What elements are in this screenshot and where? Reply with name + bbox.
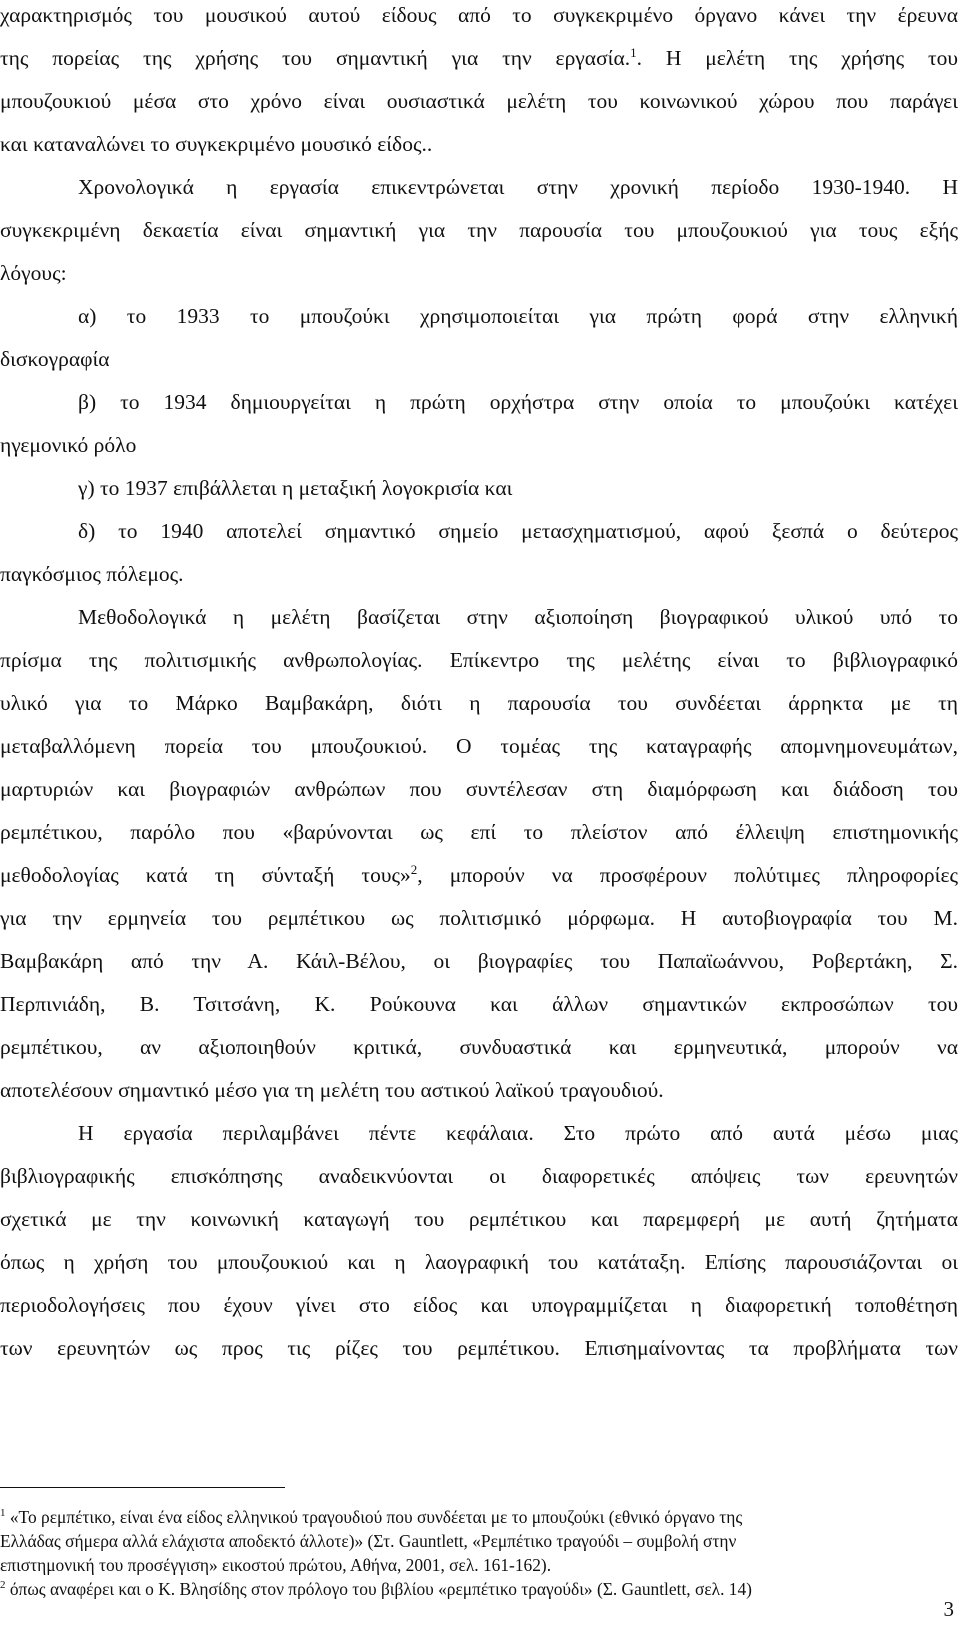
text-line: [0, 862, 958, 888]
footnote-text: όπως αναφέρει και ο Κ. Βλησίδης στον πρόλογο του βιβλίου «ρεμπέτικο τραγούδι» (Σ. Gauntlett, σελ. 14): [5, 1579, 752, 1599]
footnote-ref[interactable]: 1: [630, 44, 637, 60]
text-line: ρεμπέτικου, παρόλο που «βαρύνονται ως επί το πλείστον από έλλειψη επιστημονικής: [0, 820, 958, 844]
text-line: για την ερμηνεία του ρεμπέτικου ως πολιτισμικό μόρφωμα. Η αυτοβιογραφία του Μ.: [0, 906, 958, 930]
text-line: Περπινιάδη, Β. Τσιτσάνη, Κ. Ρούκουνα και άλλων σημαντικών εκπροσώπων του: [0, 992, 958, 1016]
footnote-1-line: επιστημονική του προσέγγιση» εικοστού πρώτου, Αθήνα, 2001, σελ. 161-162).: [0, 1555, 552, 1575]
text-line: λόγους:: [0, 261, 67, 285]
footnote-text: «Το ρεμπέτικο, είναι ένα είδος ελληνικού τραγουδιού που συνδέεται με το μπουζούκι (εθνικό όργανο της: [5, 1507, 743, 1527]
text-line: ρεμπέτικου, αν αξιοποιηθούν κριτικά, συνδυαστικά και ερμηνευτικά, μπορούν να: [0, 1035, 958, 1059]
footnote-number: 1: [0, 1507, 6, 1520]
text-line: μαρτυριών και βιογραφιών ανθρώπων που συντέλεσαν στη διαμόρφωση και διάδοση του: [0, 777, 958, 801]
text-line: μπουζουκιού μέσα στο χρόνο είναι ουσιαστικά μελέτη του κοινωνικού χώρου που παράγει: [0, 89, 958, 113]
text-span: της πορείας της χρήσης του σημαντική για την εργασία.: [0, 46, 631, 70]
footnote-number: 2: [0, 1579, 6, 1592]
page-number: 3: [943, 1597, 954, 1621]
text-line: μεταβαλλόμενη πορεία του μπουζουκιού. Ο τομέας της καταγραφής απομνημονευμάτων,: [0, 734, 958, 758]
text-line: Χρονολογικά η εργασία επικεντρώνεται στην χρονική περίοδο 1930-1940. Η: [78, 175, 958, 199]
text-line: Η εργασία περιλαμβάνει πέντε κεφάλαια. Στο πρώτο από αυτά μέσω μιας: [78, 1121, 958, 1145]
footnote-ref[interactable]: 2: [410, 861, 418, 877]
footnote-2: [0, 1578, 958, 1600]
text-line: υλικό για το Μάρκο Βαμβακάρη, διότι η παρουσία του συνδέεται άρρηκτα με τη: [0, 691, 958, 715]
text-line: Μεθοδολογικά η μελέτη βασίζεται στην αξιοποίηση βιογραφικού υλικού υπό το: [78, 605, 958, 629]
footnote-separator: [0, 1487, 285, 1488]
list-item: α) το 1933 το μπουζούκι χρησιμοποιείται για πρώτη φορά στην ελληνική: [78, 304, 958, 328]
text-line: περιοδολογήσεις που έχουν γίνει στο είδος και υπογραμμίζεται η διαφορετική τοποθέτηση: [0, 1293, 958, 1317]
text-line: Βαμβακάρη από την Α. Κάιλ-Βέλου, οι βιογραφίες του Παπαϊωάννου, Ροβερτάκη, Σ.: [0, 949, 958, 973]
footnote-1: [0, 1506, 958, 1528]
text-span: . Η μελέτη της χρήσης του: [636, 46, 958, 70]
footnote-1-line: Ελλάδας σήμερα αλλά ελάχιστα αποδεκτό άλλοτε)» (Στ. Gauntlett, «Ρεμπέτικο τραγούδι – συμβολή στην: [0, 1531, 737, 1551]
text-line: ηγεμονικό ρόλο: [0, 433, 137, 457]
text-line: όπως η χρήση του μπουζουκιού και η λαογραφική του κατάταξη. Επίσης παρουσιάζονται οι: [0, 1250, 958, 1274]
text-line: δισκογραφία: [0, 347, 110, 371]
text-line: και καταναλώνει το συγκεκριμένο μουσικό είδος..: [0, 132, 433, 156]
text-line: σχετικά με την κοινωνική καταγωγή του ρεμπέτικου και παρεμφερή με αυτή ζητήματα: [0, 1207, 958, 1231]
text-line: πρίσμα της πολιτισμικής ανθρωπολογίας. Επίκεντρο της μελέτης είναι το βιβλιογραφικό: [0, 648, 958, 672]
text-line: συγκεκριμένη δεκαετία είναι σημαντική για την παρουσία του μπουζουκιού για τους εξής: [0, 218, 958, 242]
text-span: , μπορούν να προσφέρουν πολύτιμες πληροφορίες: [417, 863, 958, 887]
text-span: μεθοδολογίας κατά τη σύνταξή τους»: [0, 863, 411, 887]
text-line: των ερευνητών ως προς τις ρίζες του ρεμπέτικου. Επισημαίνοντας τα προβλήματα των: [0, 1336, 958, 1360]
list-item: δ) το 1940 αποτελεί σημαντικό σημείο μετασχηματισμού, αφού ξεσπά ο δεύτερος: [78, 519, 958, 543]
list-item: β) το 1934 δημιουργείται η πρώτη ορχήστρα στην οποία το μπουζούκι κατέχει: [78, 390, 958, 414]
text-line: παγκόσμιος πόλεμος.: [0, 562, 184, 586]
text-line: χαρακτηρισμός του μουσικού αυτού είδους από το συγκεκριμένο όργανο κάνει την έρευνα: [0, 3, 958, 27]
text-line: βιβλιογραφικής επισκόπησης αναδεικνύονται οι διαφορετικές απόψεις των ερευνητών: [0, 1164, 958, 1188]
text-line: αποτελέσουν σημαντικό μέσο για τη μελέτη του αστικού λαϊκού τραγουδιού.: [0, 1078, 664, 1102]
list-item: γ) το 1937 επιβάλλεται η μεταξική λογοκρισία και: [78, 476, 513, 500]
text-line: [0, 45, 958, 71]
